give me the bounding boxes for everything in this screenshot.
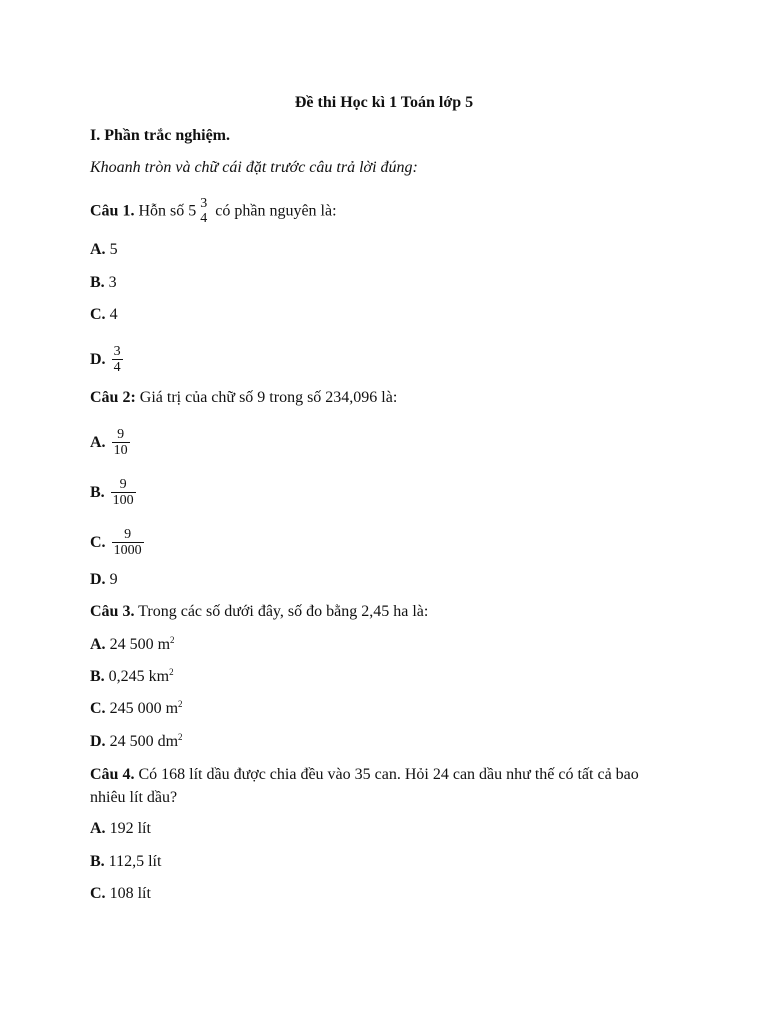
- fraction-denominator: 100: [112, 493, 134, 508]
- option-value: 192 lít: [109, 820, 151, 837]
- option-value: 108 lít: [109, 885, 151, 902]
- option-fraction: [111, 477, 136, 508]
- question-2-text: Giá trị của chữ số 9 trong số 234,096 là:: [139, 389, 398, 406]
- option-fraction: [112, 527, 144, 558]
- option-letter: B.: [90, 484, 105, 502]
- option-letter: B.: [90, 274, 105, 291]
- option-letter: D.: [90, 351, 106, 369]
- option-exponent: 2: [170, 635, 175, 645]
- fraction-numerator: 9: [124, 527, 132, 542]
- q4-option-b[interactable]: [90, 851, 658, 873]
- option-exponent: 2: [178, 732, 183, 742]
- fraction-numerator: 9: [119, 477, 127, 492]
- option-value: 4: [109, 306, 118, 323]
- option-letter: B.: [90, 668, 105, 685]
- section-heading-text: I. Phần trắc nghiệm.: [90, 127, 230, 144]
- question-2-label: Câu 2:: [90, 389, 136, 406]
- question-3-text: Trong các số dưới đây, số đo bằng 2,45 ha là:: [138, 603, 429, 620]
- question-1: [90, 197, 658, 227]
- option-letter: C.: [90, 885, 106, 902]
- question-4: [90, 763, 658, 809]
- question-3: [90, 601, 658, 623]
- option-letter: C.: [90, 306, 106, 323]
- option-letter: B.: [90, 853, 105, 870]
- option-letter: A.: [90, 241, 106, 258]
- q3-option-a[interactable]: [90, 634, 658, 656]
- option-value: 245 000 m: [109, 700, 179, 717]
- fraction-denominator: 10: [113, 443, 128, 458]
- q1-option-b[interactable]: [90, 272, 658, 294]
- option-value: 3: [108, 274, 117, 291]
- fraction-denominator: 4: [113, 360, 121, 375]
- option-letter: D.: [90, 733, 106, 750]
- option-fraction: [112, 344, 123, 375]
- section-heading: [90, 125, 658, 147]
- question-1-text-before: Hỗn số 5: [138, 202, 197, 220]
- q3-option-d[interactable]: [90, 731, 658, 753]
- option-letter: C.: [90, 700, 106, 717]
- fraction-numerator: 3: [200, 196, 208, 211]
- option-value: 9: [109, 571, 118, 588]
- q2-option-d[interactable]: [90, 569, 658, 591]
- question-2: [90, 387, 658, 409]
- option-fraction: [112, 427, 130, 458]
- q3-option-b[interactable]: [90, 666, 658, 688]
- q2-option-c[interactable]: [90, 528, 658, 559]
- option-exponent: 2: [169, 667, 174, 677]
- option-value: 24 500 dm: [109, 733, 179, 750]
- fraction-numerator: 3: [113, 344, 121, 359]
- option-letter: A.: [90, 636, 106, 653]
- q2-option-a[interactable]: [90, 428, 658, 459]
- fraction-denominator: 4: [200, 211, 208, 226]
- document-title: Đề thi Học kì 1 Toán lớp 5: [294, 94, 474, 111]
- option-value: 112,5 lít: [108, 853, 162, 870]
- q3-option-c[interactable]: [90, 698, 658, 720]
- instruction-text: Khoanh tròn và chữ cái đặt trước câu trả lời đúng:: [90, 159, 418, 176]
- question-3-label: Câu 3.: [90, 603, 135, 620]
- question-4-text: Có 168 lít dầu được chia đều vào 35 can. Hỏi 24 can dầu như thế có tất cả bao nhiêu lít dầu?: [90, 766, 639, 806]
- option-letter: A.: [90, 820, 106, 837]
- q1-option-a[interactable]: [90, 239, 658, 261]
- q1-option-c[interactable]: [90, 304, 658, 326]
- question-1-text-after: có phần nguyên là:: [215, 202, 337, 220]
- q4-option-a[interactable]: [90, 818, 658, 840]
- question-1-label: Câu 1.: [90, 202, 135, 220]
- option-letter: C.: [90, 534, 106, 552]
- question-4-label: Câu 4.: [90, 766, 135, 783]
- q2-option-b[interactable]: [90, 478, 658, 509]
- fraction-numerator: 9: [117, 427, 125, 442]
- option-value: 24 500 m: [109, 636, 171, 653]
- q1-option-d[interactable]: [90, 345, 658, 376]
- option-letter: A.: [90, 434, 106, 452]
- instruction: [90, 157, 658, 179]
- question-1-fraction: [198, 196, 209, 226]
- option-exponent: 2: [178, 699, 183, 709]
- option-value: 0,245 km: [108, 668, 170, 685]
- fraction-denominator: 1000: [113, 543, 142, 558]
- option-letter: D.: [90, 571, 106, 588]
- option-value: 5: [109, 241, 118, 258]
- q4-option-c[interactable]: [90, 883, 658, 905]
